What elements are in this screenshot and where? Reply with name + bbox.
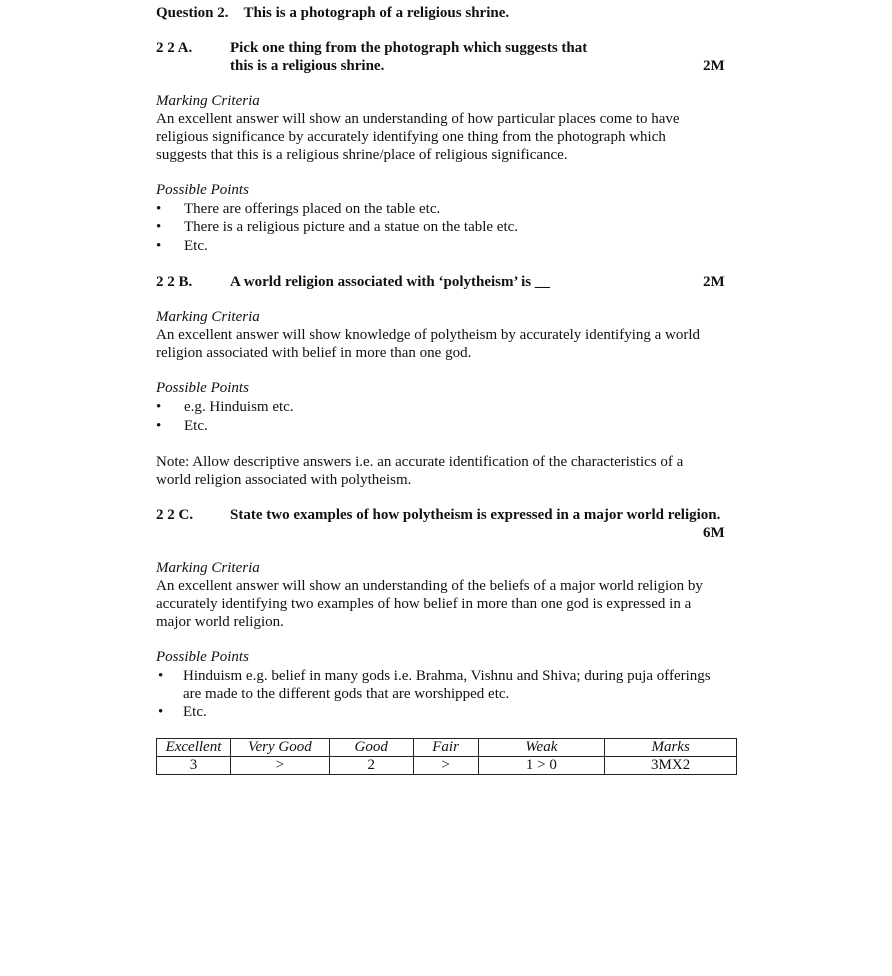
header-fair: Fair — [413, 739, 478, 757]
part-b-points-title: Possible Points — [156, 380, 249, 396]
part-a-point-3: Etc. — [184, 238, 208, 254]
part-b-question: A world religion associated with ‘polytheism’ is __ — [230, 274, 550, 290]
part-a-point-1: There are offerings placed on the table etc. — [184, 201, 441, 217]
value-marks: 3MX2 — [605, 757, 737, 775]
value-excellent: 3 — [157, 757, 231, 775]
header-marks: Marks — [605, 739, 737, 757]
part-c-number: 2 2 C. — [156, 507, 194, 523]
part-b-point-2: Etc. — [184, 418, 208, 434]
part-b-point-1: e.g. Hinduism etc. — [184, 399, 294, 415]
part-c-criteria-line1: An excellent answer will show an understanding of the beliefs of a major world religion by — [156, 578, 703, 594]
part-b-marks: 2M — [703, 274, 725, 290]
question-2-heading — [156, 4, 509, 22]
bullet-icon: • — [158, 668, 164, 684]
part-a-question-line2: this is a religious shrine. — [230, 58, 385, 74]
value-very-good: > — [230, 757, 329, 775]
part-a-question-line1: Pick one thing from the photograph which suggests that — [230, 40, 588, 56]
part-b-note-line2: world religion associated with polytheism. — [156, 472, 412, 488]
part-a-number: 2 2 A. — [156, 40, 193, 56]
part-c-criteria-title: Marking Criteria — [156, 560, 260, 576]
part-a-criteria-title: Marking Criteria — [156, 93, 260, 109]
marks-table-header-row — [157, 739, 737, 757]
bullet-icon: • — [156, 399, 162, 415]
part-c-point-2: Etc. — [183, 704, 207, 720]
value-fair: > — [413, 757, 478, 775]
part-a-marks: 2M — [703, 58, 725, 74]
part-b-number: 2 2 B. — [156, 274, 193, 290]
header-weak: Weak — [478, 739, 605, 757]
part-c-marks: 6M — [703, 525, 725, 541]
part-c-point-1-line2: are made to the different gods that are worshipped etc. — [183, 686, 510, 702]
part-a-criteria-line3: suggests that this is a religious shrine/place of religious significance. — [156, 147, 568, 163]
bullet-icon: • — [156, 201, 162, 217]
marks-table-value-row — [157, 757, 737, 775]
bullet-icon: • — [156, 219, 162, 235]
part-a-points-title: Possible Points — [156, 182, 249, 198]
header-good: Good — [329, 739, 413, 757]
part-c-criteria-line2: accurately identifying two examples of how belief in more than one god is expressed in a — [156, 596, 692, 612]
part-b-criteria-title: Marking Criteria — [156, 309, 260, 325]
part-c-criteria-line3: major world religion. — [156, 614, 284, 630]
part-c-point-1-line1: Hinduism e.g. belief in many gods i.e. Brahma, Vishnu and Shiva; during puja offerings — [183, 668, 711, 684]
bullet-icon: • — [156, 238, 162, 254]
header-excellent: Excellent — [157, 739, 231, 757]
part-b-criteria-line1: An excellent answer will show knowledge of polytheism by accurately identifying a world — [156, 327, 701, 343]
part-a-point-2: There is a religious picture and a statue on the table etc. — [184, 219, 519, 235]
part-b-criteria-line2: religion associated with belief in more than one god. — [156, 345, 472, 361]
part-c-question: State two examples of how polytheism is expressed in a major world religion. — [230, 507, 721, 523]
part-c-points-title: Possible Points — [156, 649, 249, 665]
value-good: 2 — [329, 757, 413, 775]
question-number: Question 2. — [156, 5, 229, 21]
part-b-note-line1: Note: Allow descriptive answers i.e. an accurate identification of the characteristics of a — [156, 454, 684, 470]
part-a-criteria-line2: religious significance by accurately identifying one thing from the photograph which — [156, 129, 666, 145]
part-a-criteria-line1: An excellent answer will show an understanding of how particular places come to have — [156, 111, 680, 127]
marks-table — [156, 738, 737, 775]
question-intro: This is a photograph of a religious shrine. — [243, 5, 510, 21]
value-weak: 1 > 0 — [478, 757, 605, 775]
bullet-icon: • — [158, 704, 164, 720]
header-very-good: Very Good — [230, 739, 329, 757]
bullet-icon: • — [156, 418, 162, 434]
